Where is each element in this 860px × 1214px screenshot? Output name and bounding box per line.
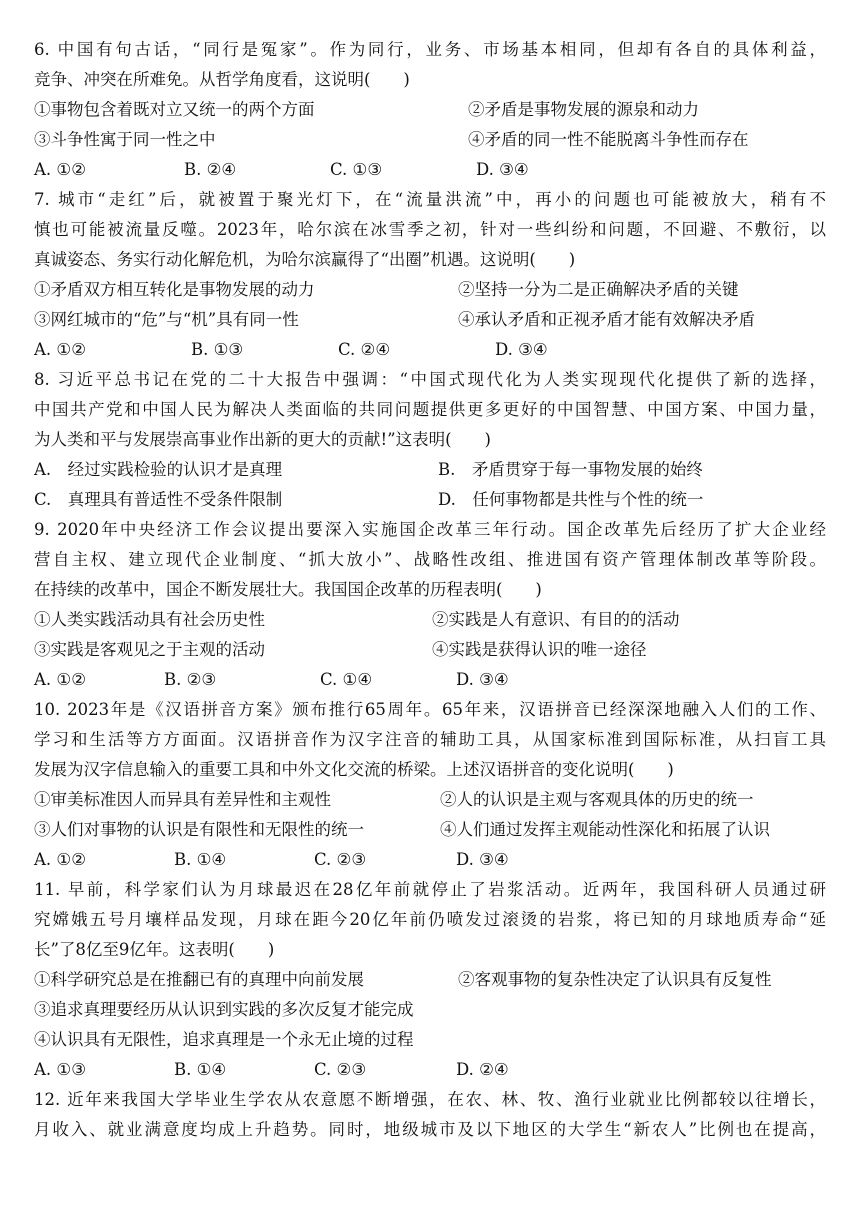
question-stem-line: 慎也可能被流量反噬。2023年，哈尔滨在冰雪季之初，针对一些纠纷和问题，不回避、不敷衍，以	[34, 220, 826, 239]
statement-1: ①人类实践活动具有社会历史性	[34, 610, 265, 629]
statement-1: ①矛盾双方相互转化是事物发展的动力	[34, 280, 315, 299]
question-9	[34, 515, 826, 695]
question-11	[34, 875, 826, 1085]
option-c: C. ②④	[338, 340, 391, 359]
question-stem-line: 学习和生活等方方面面。汉语拼音作为汉字注音的辅助工具，从国家标准到国际标准，从扫盲工具	[34, 730, 826, 749]
option-d: D. ③④	[476, 160, 529, 179]
question-stem-line: 营自主权、建立现代企业制度、“抓大放小”、战略性改组、推进国有资产管理体制改革等阶段。	[34, 550, 826, 569]
option-b: B. ②④	[184, 160, 237, 179]
question-stem-line: 在持续的改革中，国企不断发展壮大。我国国企改革的历程表明( )	[34, 580, 542, 599]
option-d: D. 任何事物都是共性与个性的统一	[438, 490, 704, 509]
question-stem-line: 竞争、冲突在所难免。从哲学角度看，这说明( )	[34, 70, 410, 89]
option-a: A. ①②	[34, 340, 86, 359]
question-stem-line: 为人类和平与发展崇高事业作出新的更大的贡献!”这表明( )	[34, 430, 491, 449]
option-c: C. ②③	[314, 850, 367, 869]
statement-2: ②坚持一分为二是正确解决矛盾的关键	[458, 280, 739, 299]
question-stem-line: 真诚姿态、务实行动化解危机，为哈尔滨赢得了“出圈”机遇。这说明( )	[34, 250, 576, 269]
statement-4: ④实践是获得认识的唯一途径	[432, 640, 647, 659]
option-b: B. ①④	[174, 850, 227, 869]
statement-1: ①科学研究总是在推翻已有的真理中向前发展	[34, 970, 364, 989]
statement-3: ③追求真理要经历从认识到实践的多次反复才能完成	[34, 1000, 414, 1019]
question-stem-line: 8. 习近平总书记在党的二十大报告中强调：“中国式现代化为人类实现现代化提供了新的选择，	[34, 370, 826, 389]
question-12	[34, 1085, 826, 1145]
question-stem-line: 12. 近年来我国大学毕业生学农从农意愿不断增强，在农、林、牧、渔行业就业比例都较以往增长，	[34, 1090, 826, 1109]
statement-2: ②矛盾是事物发展的源泉和动力	[468, 100, 699, 119]
statement-4: ④矛盾的同一性不能脱离斗争性而存在	[468, 130, 749, 149]
statement-3: ③斗争性寓于同一性之中	[34, 130, 216, 149]
statement-3: ③网红城市的“危”与“机”具有同一性	[34, 310, 299, 329]
question-stem-line: 10. 2023年是《汉语拼音方案》颁布推行65周年。65年来，汉语拼音已经深深地融入人们的工作、	[34, 700, 826, 719]
question-stem-line: 究嫦娥五号月壤样品发现，月球在距今20亿年前仍喷发过滚烫的岩浆，将已知的月球地质寿命“延	[34, 910, 826, 929]
statement-1: ①审美标准因人而异具有差异性和主观性	[34, 790, 331, 809]
statement-3: ③人们对事物的认识是有限性和无限性的统一	[34, 820, 364, 839]
option-d: D. ③④	[456, 850, 509, 869]
option-b: B. ①③	[191, 340, 244, 359]
option-a: A. ①③	[34, 1060, 86, 1079]
option-c: C. ②③	[314, 1060, 367, 1079]
option-c: C. ①③	[330, 160, 383, 179]
question-stem-line: 9. 2020年中央经济工作会议提出要深入实施国企改革三年行动。国企改革先后经历了扩大企业经	[34, 520, 826, 539]
option-d: D. ③④	[456, 670, 509, 689]
question-stem-line: 7. 城市“走红”后，就被置于聚光灯下，在“流量洪流”中，再小的问题也可能被放大，稍有不	[34, 190, 826, 209]
question-stem-line: 月收入、就业满意度均成上升趋势。同时，地级城市及以下地区的大学生“新农人”比例也在提高，	[34, 1120, 826, 1139]
statement-4: ④人们通过发挥主观能动性深化和拓展了认识	[440, 820, 770, 839]
question-stem-line: 6. 中国有句古话，“同行是冤家”。作为同行，业务、市场基本相同，但却有各自的具体利益，	[34, 40, 826, 59]
option-d: D. ②④	[456, 1060, 509, 1079]
option-b: B. ②③	[164, 670, 217, 689]
statement-2: ②实践是人有意识、有目的的活动	[432, 610, 680, 629]
option-a: A. ①②	[34, 850, 86, 869]
option-a: A. 经过实践检验的认识才是真理	[34, 460, 283, 479]
statement-1: ①事物包含着既对立又统一的两个方面	[34, 100, 315, 119]
option-c: C. ①④	[320, 670, 373, 689]
question-stem-line: 中国共产党和中国人民为解决人类面临的共同问题提供更多更好的中国智慧、中国方案、中国力量，	[34, 400, 826, 419]
question-10	[34, 695, 826, 875]
option-b: B. ①④	[174, 1060, 227, 1079]
question-stem-line: 发展为汉字信息输入的重要工具和中外文化交流的桥梁。上述汉语拼音的变化说明( )	[34, 760, 674, 779]
question-stem-line: 长”了8亿至9亿年。这表明( )	[34, 940, 275, 959]
statement-4: ④认识具有无限性，追求真理是一个永无止境的过程	[34, 1030, 414, 1049]
statement-4: ④承认矛盾和正视矛盾才能有效解决矛盾	[458, 310, 755, 329]
question-stem-line: 11. 早前，科学家们认为月球最迟在28亿年前就停止了岩浆活动。近两年，我国科研人员通过研	[34, 880, 826, 899]
option-a: A. ①②	[34, 670, 86, 689]
option-d: D. ③④	[495, 340, 548, 359]
statement-3: ③实践是客观见之于主观的活动	[34, 640, 265, 659]
option-c: C. 真理具有普适性不受条件限制	[34, 490, 283, 509]
question-8	[34, 365, 826, 515]
question-6	[34, 35, 826, 185]
question-7	[34, 185, 826, 365]
statement-2: ②客观事物的复杂性决定了认识具有反复性	[458, 970, 772, 989]
option-b: B. 矛盾贯穿于每一事物发展的始终	[438, 460, 703, 479]
option-a: A. ①②	[34, 160, 86, 179]
statement-2: ②人的认识是主观与客观具体的历史的统一	[440, 790, 754, 809]
